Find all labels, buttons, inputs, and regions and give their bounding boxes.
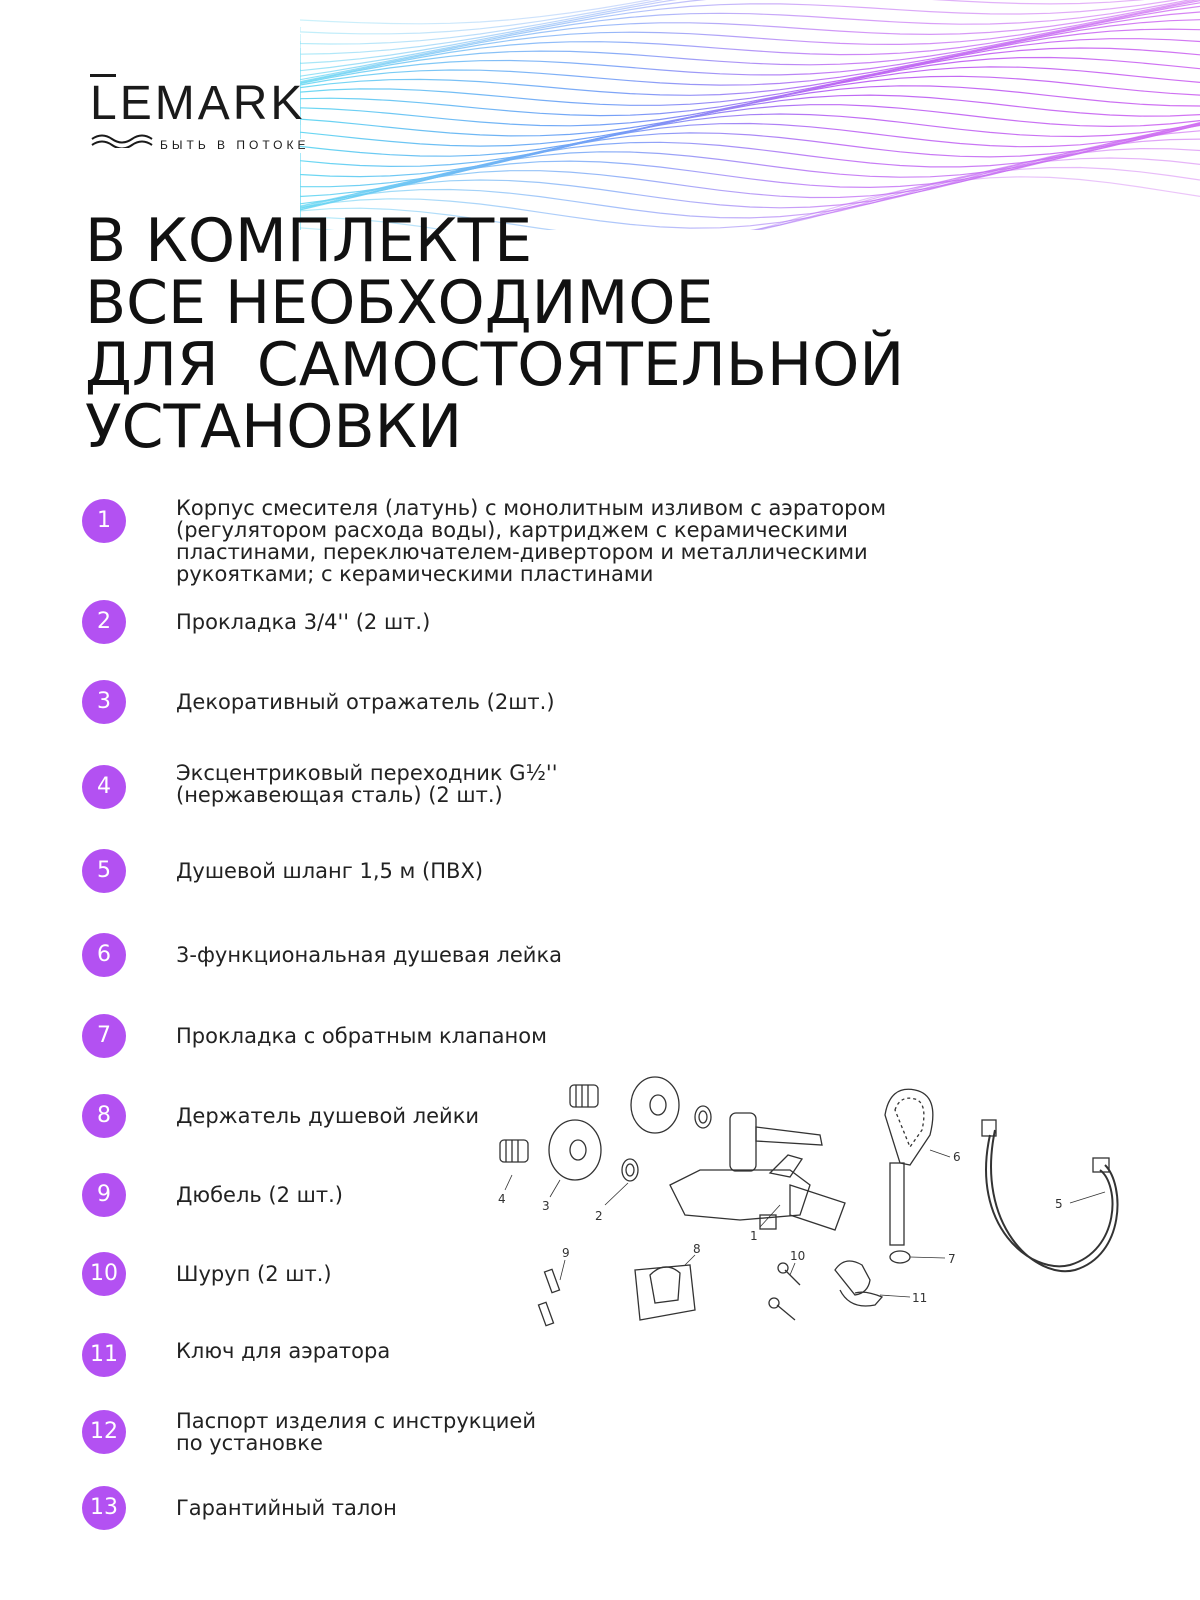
item-text: Держатель душевой лейки <box>176 1104 480 1128</box>
shower-hose-icon <box>982 1120 1117 1271</box>
diagram-label-7: 7 <box>948 1252 956 1266</box>
hand-shower-icon <box>885 1089 933 1245</box>
item-text: Ключ для аэратора <box>176 1339 391 1363</box>
item-text: Корпус смесителя (латунь) с монолитным изливом с аэратором (регулятором расхода воды), картриджем с керамическими пластинами, переключателем-дивертором и металлическими рукоятками; с керамическими пластинами <box>176 496 887 586</box>
item-number-badge: 9 <box>82 1173 126 1217</box>
brand-logo <box>90 77 340 160</box>
gasket-icon <box>622 1106 711 1181</box>
item-text: Шуруп (2 шт.) <box>176 1262 332 1286</box>
item-number-badge: 1 <box>82 499 126 543</box>
item-text: Эксцентриковый переходник G½'' (нержавеющая сталь) (2 шт.) <box>176 761 558 807</box>
item-text: Душевой шланг 1,5 м (ПВХ) <box>176 859 484 883</box>
item-number-badge: 5 <box>82 849 126 893</box>
item-number-badge: 13 <box>82 1486 126 1530</box>
diagram-label-3: 3 <box>542 1199 550 1213</box>
decorative-wave-pattern <box>300 0 1200 230</box>
item-number-badge: 12 <box>82 1410 126 1454</box>
diagram-label-2: 2 <box>595 1209 603 1223</box>
title-line-3: ДЛЯ САМОСТОЯТЕЛЬНОЙ <box>85 330 905 400</box>
shower-holder-icon <box>635 1265 695 1320</box>
item-number-badge: 11 <box>82 1333 126 1377</box>
item-number-badge: 8 <box>82 1094 126 1138</box>
page-title <box>85 206 905 462</box>
diagram-label-4: 4 <box>498 1192 506 1206</box>
item-text: Дюбель (2 шт.) <box>176 1183 343 1207</box>
wave-line <box>300 29 1200 104</box>
logo-wave-icon <box>90 130 160 148</box>
diagram-label-5: 5 <box>1055 1197 1063 1211</box>
reflector-icon <box>549 1077 679 1180</box>
item-text: Прокладка с обратным клапаном <box>176 1024 547 1048</box>
title-line-4: УСТАНОВКИ <box>85 392 463 462</box>
dowel-icon <box>538 1269 559 1325</box>
kit-parts-diagram <box>490 1075 1130 1355</box>
diagram-label-6: 6 <box>953 1150 961 1164</box>
logo-tagline: БЫТЬ В ПОТОКЕ <box>160 138 310 152</box>
item-text: Паспорт изделия с инструкцией по установке <box>176 1409 536 1455</box>
mixer-body-icon <box>670 1113 845 1230</box>
diagram-label-8: 8 <box>693 1242 701 1256</box>
item-text: Прокладка 3/4'' (2 шт.) <box>176 610 431 634</box>
diagram-label-11: 11 <box>912 1291 928 1305</box>
diagram-label-9: 9 <box>562 1246 570 1260</box>
item-text: 3-функциональная душевая лейка <box>176 943 563 967</box>
title-line-2: ВСЕ НЕОБХОДИМОЕ <box>85 268 714 338</box>
valve-gasket-icon <box>890 1251 910 1263</box>
title-line-1: В КОМПЛЕКТЕ <box>85 206 533 276</box>
diagram-label-10: 10 <box>790 1249 806 1263</box>
wave-line <box>300 131 1200 216</box>
screw-icon <box>769 1263 800 1320</box>
item-number-badge: 3 <box>82 680 126 724</box>
item-number-badge: 4 <box>82 765 126 809</box>
logo-wordmark: LEMARK <box>90 77 306 130</box>
item-number-badge: 10 <box>82 1252 126 1296</box>
item-text: Декоративный отражатель (2шт.) <box>176 690 555 714</box>
item-number-badge: 6 <box>82 933 126 977</box>
diagram-label-1: 1 <box>750 1229 758 1243</box>
item-text: Гарантийный талон <box>176 1496 397 1520</box>
wave-line <box>300 123 1200 210</box>
item-number-badge: 7 <box>82 1014 126 1058</box>
item-number-badge: 2 <box>82 600 126 644</box>
aerator-key-icon <box>835 1261 882 1306</box>
